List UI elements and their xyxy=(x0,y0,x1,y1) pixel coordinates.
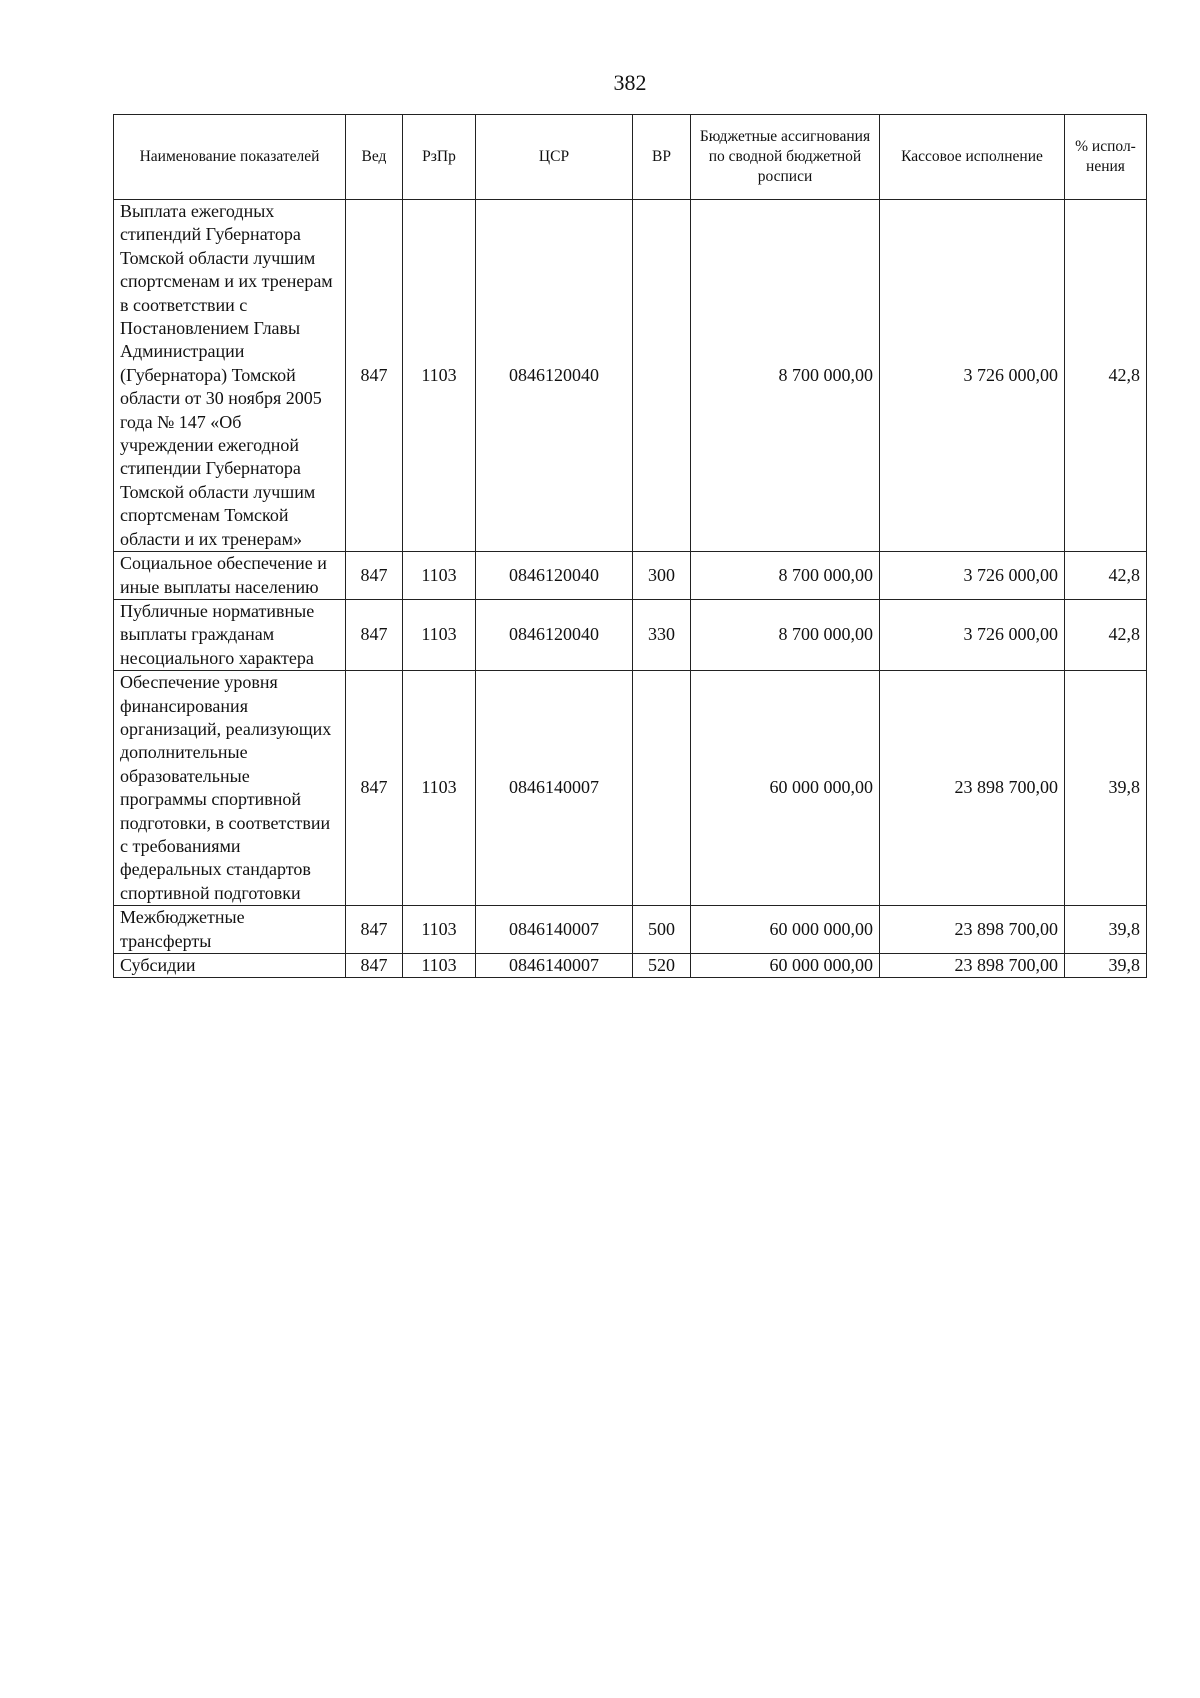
row-ved: 847 xyxy=(346,954,403,978)
row-name: Выплата ежегодных стипендий Губернатора Томской области лучшим спортсменам и их тренерам в соответствии с Постановлением Главы Администрации (Губернатора) Томской области от 30 ноября 2005 года № 147 «Об учреждении ежегодной стипендии Губернатора Томской области лучшим спортсменам Томской области и их тренерам» xyxy=(114,200,346,552)
row-percent: 42,8 xyxy=(1065,200,1147,552)
table-row xyxy=(114,671,1147,906)
header-csr: ЦСР xyxy=(476,115,633,200)
row-budget: 8 700 000,00 xyxy=(691,552,880,600)
row-cash: 23 898 700,00 xyxy=(880,954,1065,978)
row-ved: 847 xyxy=(346,906,403,954)
row-csr: 0846120040 xyxy=(476,200,633,552)
header-rzpr: РзПр xyxy=(403,115,476,200)
budget-execution-table xyxy=(113,114,1147,978)
row-ved: 847 xyxy=(346,200,403,552)
table-row xyxy=(114,599,1147,670)
row-csr: 0846140007 xyxy=(476,906,633,954)
row-percent: 39,8 xyxy=(1065,671,1147,906)
page-number: 382 xyxy=(613,70,647,95)
header-percent: % испол-нения xyxy=(1065,115,1147,200)
row-rzpr: 1103 xyxy=(403,599,476,670)
row-budget: 60 000 000,00 xyxy=(691,906,880,954)
row-cash: 3 726 000,00 xyxy=(880,552,1065,600)
row-percent: 42,8 xyxy=(1065,599,1147,670)
table-row xyxy=(114,200,1147,552)
header-vr: ВР xyxy=(633,115,691,200)
row-budget: 8 700 000,00 xyxy=(691,200,880,552)
row-name: Обеспечение уровня финансирования организаций, реализующих дополнительные образовательные программы спортивной подготовки, в соответствии с требованиями федеральных стандартов спортивной подготовки xyxy=(114,671,346,906)
row-name: Социальное обеспечение и иные выплаты населению xyxy=(114,552,346,600)
header-name: Наименование показателей xyxy=(114,115,346,200)
row-vr: 500 xyxy=(633,906,691,954)
row-name: Межбюджетные трансферты xyxy=(114,906,346,954)
table-row xyxy=(114,954,1147,978)
row-percent: 39,8 xyxy=(1065,906,1147,954)
row-ved: 847 xyxy=(346,552,403,600)
row-name: Субсидии xyxy=(114,954,346,978)
row-percent: 42,8 xyxy=(1065,552,1147,600)
row-name: Публичные нормативные выплаты гражданам несоциального характера xyxy=(114,599,346,670)
row-vr: 300 xyxy=(633,552,691,600)
header-cash: Кассовое исполнение xyxy=(880,115,1065,200)
row-csr: 0846140007 xyxy=(476,954,633,978)
row-cash: 23 898 700,00 xyxy=(880,906,1065,954)
row-csr: 0846120040 xyxy=(476,552,633,600)
row-rzpr: 1103 xyxy=(403,906,476,954)
row-rzpr: 1103 xyxy=(403,200,476,552)
table-header-row xyxy=(114,115,1147,200)
row-vr: 520 xyxy=(633,954,691,978)
row-cash: 23 898 700,00 xyxy=(880,671,1065,906)
row-rzpr: 1103 xyxy=(403,671,476,906)
header-budget: Бюджетные ассигнования по сводной бюджетной росписи xyxy=(691,115,880,200)
row-csr: 0846140007 xyxy=(476,671,633,906)
table-row xyxy=(114,906,1147,954)
row-vr xyxy=(633,200,691,552)
row-rzpr: 1103 xyxy=(403,552,476,600)
row-cash: 3 726 000,00 xyxy=(880,599,1065,670)
table-row xyxy=(114,552,1147,600)
row-csr: 0846120040 xyxy=(476,599,633,670)
row-budget: 60 000 000,00 xyxy=(691,954,880,978)
row-ved: 847 xyxy=(346,671,403,906)
header-ved: Вед xyxy=(346,115,403,200)
row-budget: 8 700 000,00 xyxy=(691,599,880,670)
row-vr xyxy=(633,671,691,906)
row-rzpr: 1103 xyxy=(403,954,476,978)
row-vr: 330 xyxy=(633,599,691,670)
row-ved: 847 xyxy=(346,599,403,670)
row-budget: 60 000 000,00 xyxy=(691,671,880,906)
row-cash: 3 726 000,00 xyxy=(880,200,1065,552)
row-percent: 39,8 xyxy=(1065,954,1147,978)
